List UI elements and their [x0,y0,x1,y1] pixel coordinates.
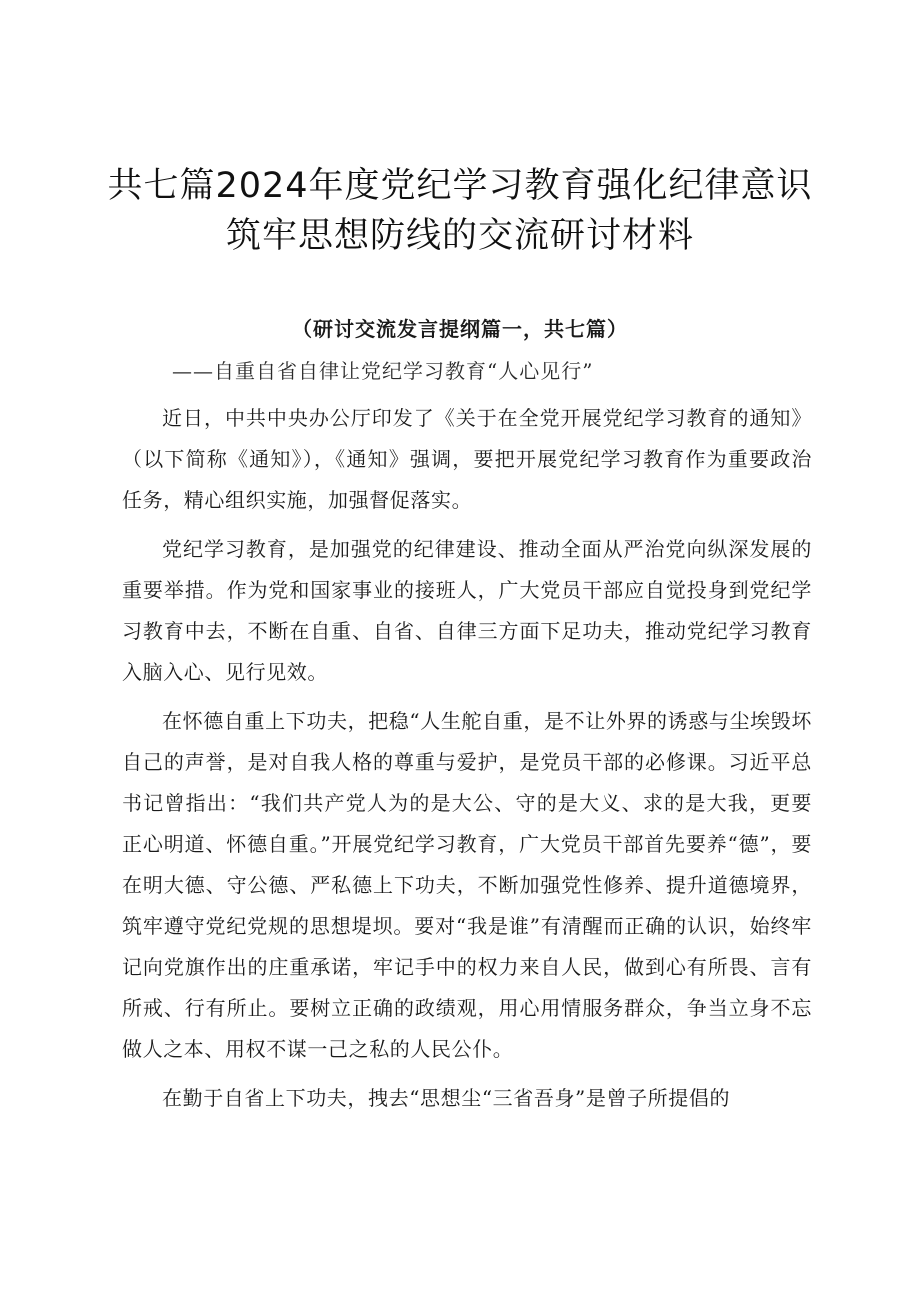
document-title-line-2: 筑牢思想防线的交流研讨材料 [225,216,694,256]
document-title-line-1: 共七篇2024年度党纪学习教育强化纪律意识 [107,166,813,206]
paragraph: 党纪学习教育，是加强党的纪律建设、推动全面从严治党向纵深发展的重要举措。作为党和国家事业的接班人，广大党员干部应自觉投身到党纪学习教育中去，不断在自重、自省、自律三方面下足功夫，推动党纪学习教育入脑入心、见行见效。 [122,537,812,684]
document-body [122,398,812,1127]
document-tagline: ——自重自省自律让党纪学习教育“人心见行” [172,359,594,383]
paragraph: 在怀德自重上下功夫，把稳“人生舵自重，是不让外界的诱惑与尘埃毁坏自己的声誉，是对自我人格的尊重与爱护，是党员干部的必修课。习近平总书记曾指出：“我们共产党人为的是大公、守的是大义、求的是大我，更要正心明道、怀德自重。”开展党纪学习教育，广大党员干部首先要养“德”，要在明大德、守公德、严私德上下功夫，不断加强党性修养、提升道德境界，筑牢遵守党纪党规的思想堤坝。要对“我是谁”有清醒而正确的认识，始终牢记向党旗作出的庄重承诺，牢记手中的权力来自人民，做到心有所畏、言有所戒、行有所止。要树立正确的政绩观，用心用情服务群众，争当立身不忘做人之本、用权不谋一己之私的人民公仆。 [122,709,812,1061]
paragraph: 在勤于自省上下功夫，拽去“思想尘“三省吾身”是曾子所提倡的 [162,1086,731,1110]
document-subheading: （研讨交流发言提纲篇一，共七篇） [292,317,628,341]
paragraph: 近日，中共中央办公厅印发了《关于在全党开展党纪学习教育的通知》（以下简称《通知》），《通知》强调，要把开展党纪学习教育作为重要政治任务，精心组织实施，加强督促落实。 [122,406,812,512]
